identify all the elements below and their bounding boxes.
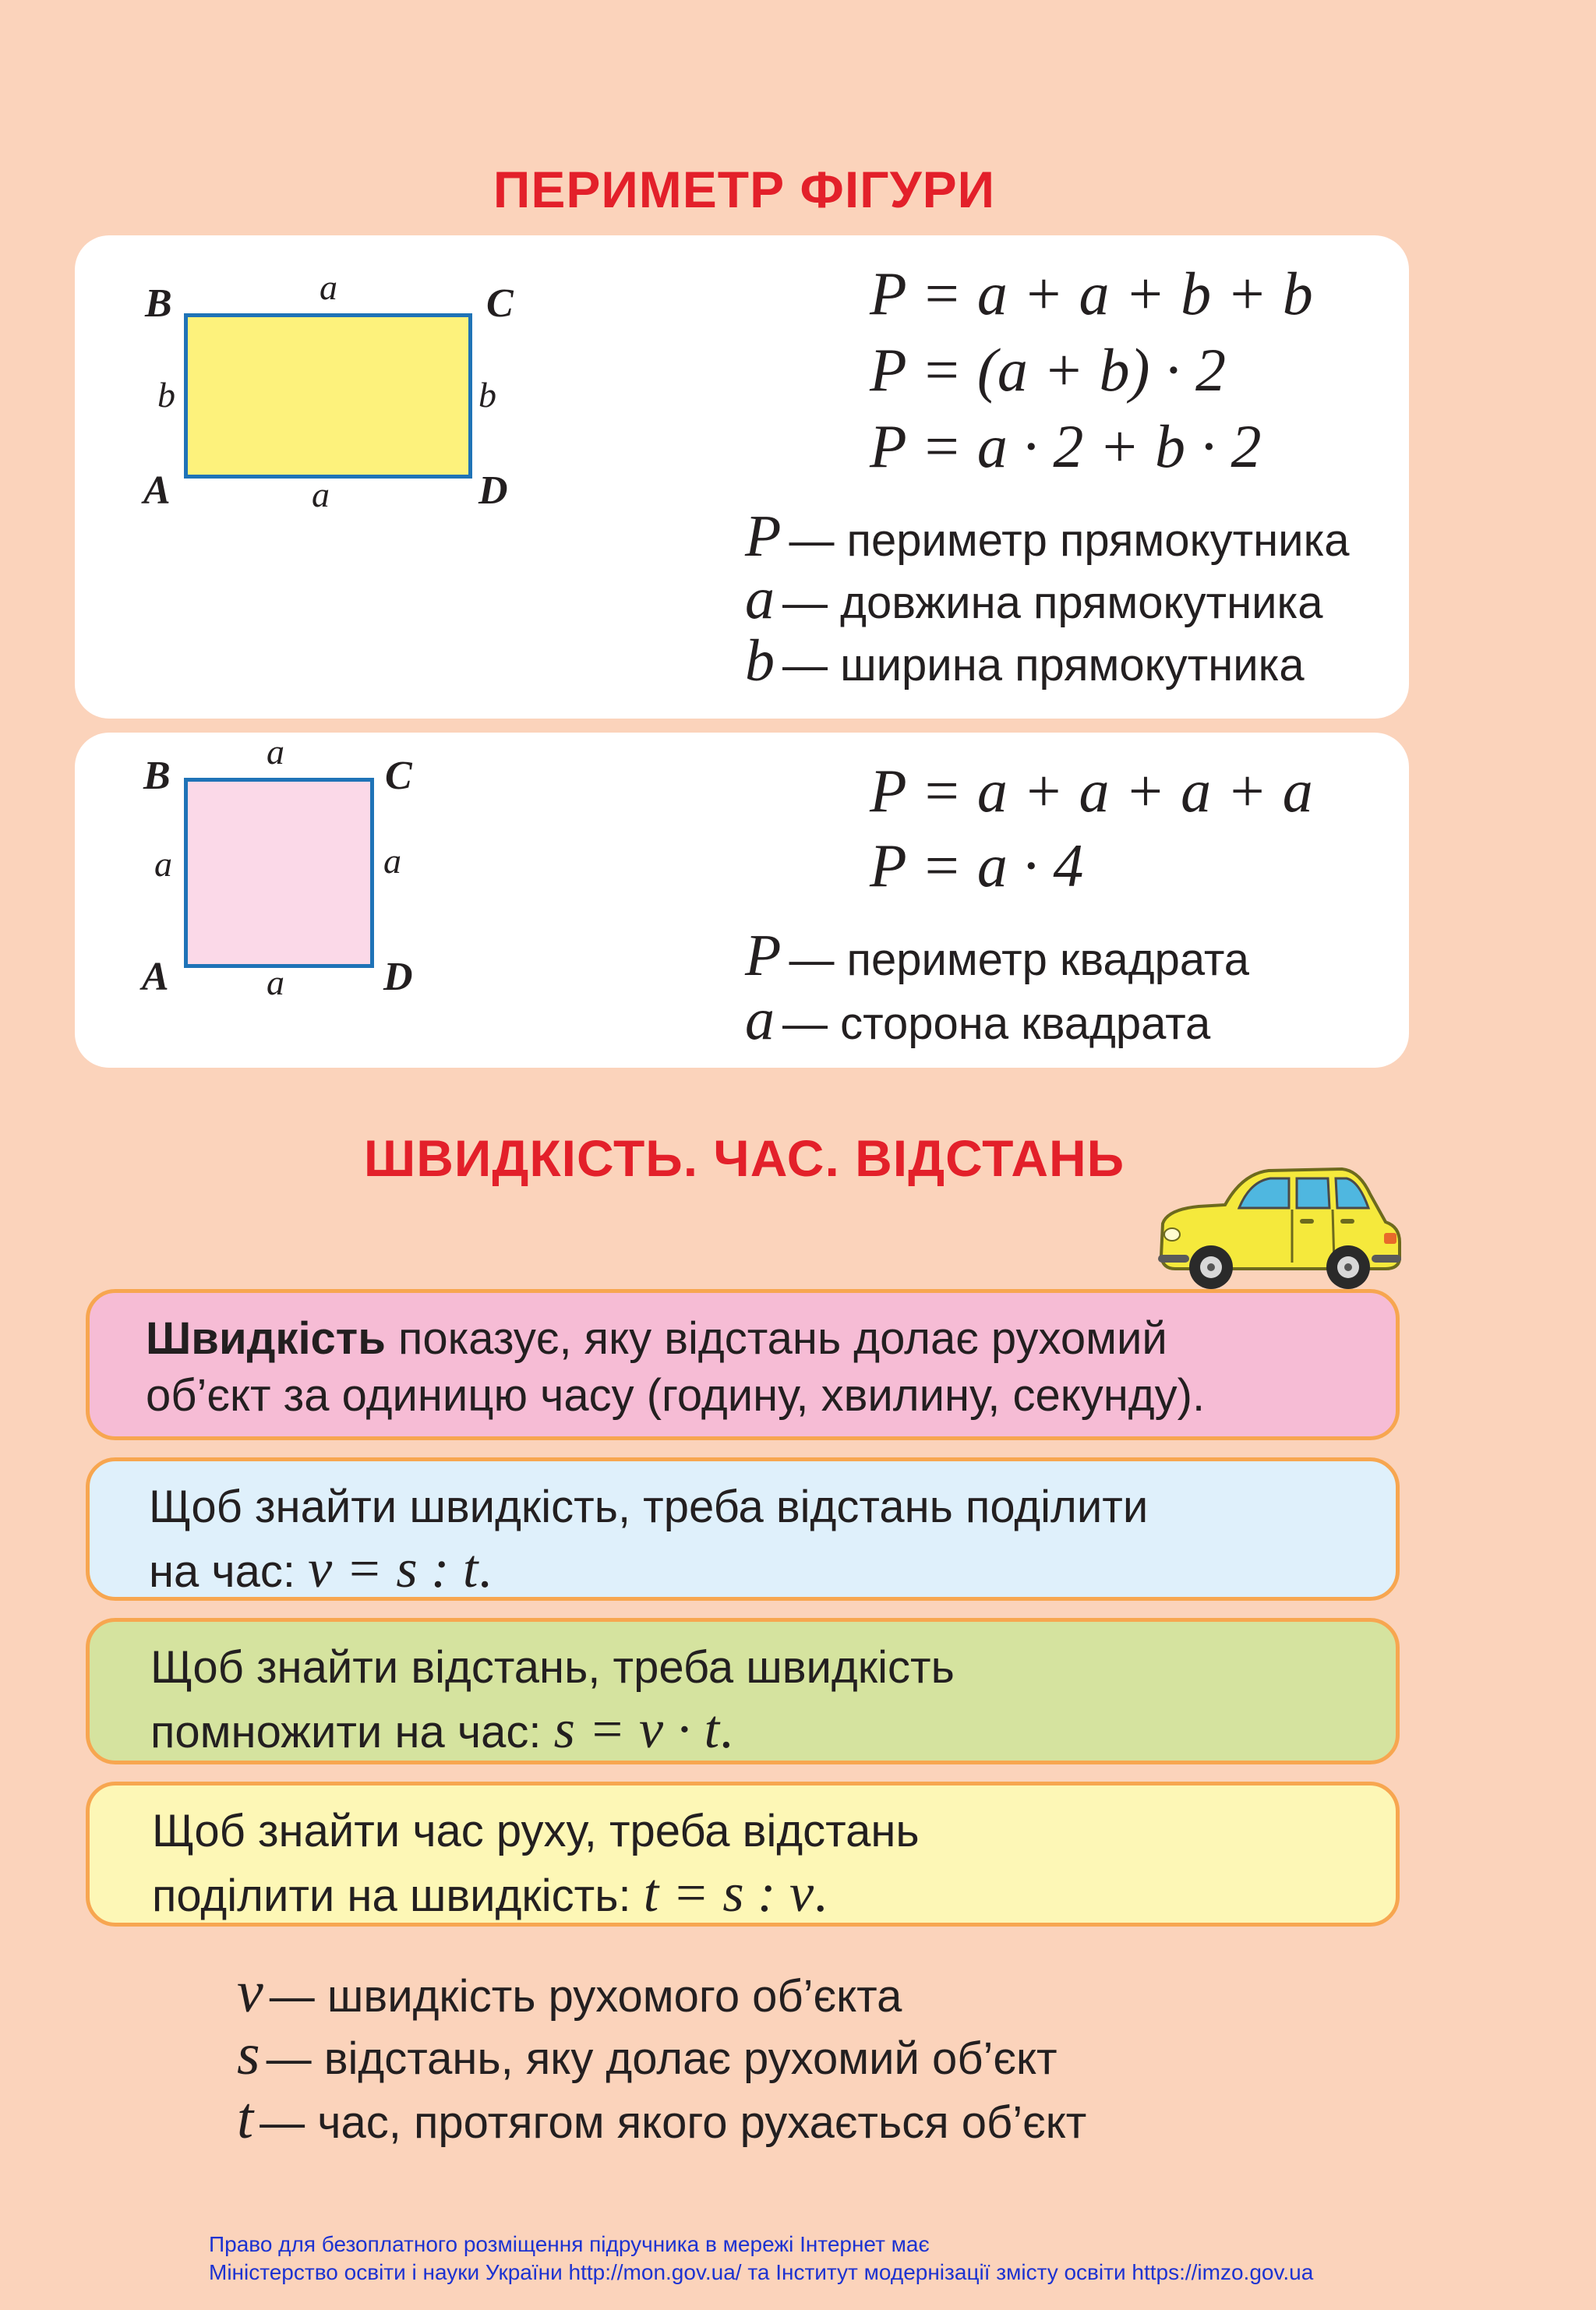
legend-text: — периметр прямокутника bbox=[789, 515, 1350, 566]
side-label-bottom: a bbox=[312, 475, 330, 514]
distance-formula: s = v · t bbox=[553, 1700, 720, 1761]
vertex-label-a: A bbox=[142, 955, 169, 999]
speed-rule-end: . bbox=[478, 1539, 492, 1600]
definition-line-2: об’єкт за одиницю часу (годину, хвилину, секунду). bbox=[146, 1370, 1206, 1422]
legend-s bbox=[237, 2022, 1058, 2087]
square-shape bbox=[184, 778, 374, 968]
vertex-label-b: B bbox=[143, 754, 171, 798]
formula-text: P = a + a + b + b bbox=[870, 260, 1313, 327]
speed-formula: v = s : t bbox=[308, 1539, 478, 1600]
legend-text: — периметр квадрата bbox=[789, 934, 1250, 985]
legend-text: — швидкість рухомого об’єкта bbox=[269, 1971, 902, 2022]
distance-rule-end: . bbox=[719, 1700, 733, 1761]
formula-text: P = a · 4 bbox=[870, 832, 1084, 899]
formula-text: P = a + a + a + a bbox=[870, 757, 1313, 825]
formula-text: P = a · 2 + b · 2 bbox=[870, 412, 1262, 480]
distance-rule-line-1: Щоб знайти відстань, треба швидкість bbox=[150, 1642, 955, 1693]
side-label-right: a bbox=[383, 841, 401, 881]
rectangle-legend-p bbox=[745, 503, 1350, 569]
side-label-left: b bbox=[157, 375, 175, 415]
vertex-label-d: D bbox=[478, 468, 508, 513]
copyright-footer bbox=[209, 2231, 1313, 2287]
legend-symbol: v bbox=[237, 1959, 263, 2025]
rectangle-formula-3 bbox=[870, 412, 1262, 480]
rectangle-legend-b bbox=[745, 628, 1305, 694]
vertex-label-b: B bbox=[145, 281, 172, 326]
definition-term: Швидкість bbox=[146, 1313, 386, 1364]
legend-symbol: s bbox=[237, 2022, 260, 2087]
car-icon bbox=[1152, 1163, 1409, 1294]
square-legend-a bbox=[745, 987, 1211, 1052]
speed-definition-box bbox=[86, 1289, 1400, 1440]
distance-rule-text: помножити на час: bbox=[150, 1707, 554, 1758]
vertex-label-d: D bbox=[383, 955, 413, 999]
definition-text: показує, яку відстань долає рухомий bbox=[385, 1313, 1167, 1364]
vertex-label-c: C bbox=[486, 281, 514, 326]
footer-line-1: Право для безоплатного розміщення підручника в мережі Інтернет має bbox=[209, 2232, 930, 2256]
legend-symbol: a bbox=[745, 987, 775, 1052]
rectangle-formula-1 bbox=[870, 260, 1313, 327]
legend-symbol: P bbox=[745, 923, 782, 988]
legend-symbol: a bbox=[745, 566, 775, 631]
time-rule-line-1: Щоб знайти час руху, треба відстань bbox=[152, 1806, 920, 1856]
time-rule-end: . bbox=[814, 1863, 828, 1924]
legend-text: — час, протягом якого рухається об’єкт bbox=[260, 2097, 1087, 2148]
distance-rule-line-2 bbox=[150, 1696, 1369, 1764]
legend-text: — відстань, яку долає рухомий об’єкт bbox=[266, 2033, 1058, 2084]
side-label-top: a bbox=[267, 732, 284, 772]
speed-rule-text: на час: bbox=[149, 1546, 309, 1598]
time-rule-box bbox=[86, 1782, 1400, 1927]
square-legend-p bbox=[745, 923, 1250, 988]
rectangle-formula-2 bbox=[870, 336, 1226, 404]
side-label-bottom: a bbox=[267, 962, 284, 1002]
legend-v bbox=[237, 1959, 902, 2025]
speed-rule-line-2 bbox=[149, 1535, 1369, 1604]
speed-rule-box bbox=[86, 1457, 1400, 1601]
legend-symbol: P bbox=[745, 503, 782, 569]
formula-text: P = (a + b) · 2 bbox=[870, 336, 1226, 404]
legend-symbol: t bbox=[237, 2086, 254, 2151]
speed-title: ШВИДКІСТЬ. ЧАС. ВІДСТАНЬ bbox=[363, 1129, 1125, 1187]
legend-t bbox=[237, 2086, 1087, 2151]
side-label-top: a bbox=[320, 267, 337, 307]
legend-text: — довжина прямокутника bbox=[782, 578, 1323, 628]
distance-rule-box bbox=[86, 1618, 1400, 1764]
time-formula: t = s : v bbox=[643, 1863, 814, 1924]
speed-rule-line-1: Щоб знайти швидкість, треба відстань поділити bbox=[149, 1482, 1149, 1532]
square-panel bbox=[75, 733, 1409, 1068]
definition-line-1 bbox=[146, 1310, 1369, 1367]
footer-line-2: Міністерство освіти і науки України http://mon.gov.ua/ та Інститут модернізації змісту освіти https://imzo.gov.ua bbox=[209, 2260, 1314, 2285]
time-rule-text: поділити на швидкість: bbox=[152, 1870, 644, 1922]
square-formula-2 bbox=[870, 832, 1084, 899]
vertex-label-c: C bbox=[385, 754, 412, 798]
legend-text: — ширина прямокутника bbox=[782, 640, 1305, 691]
side-label-right: b bbox=[478, 375, 496, 415]
legend-symbol: b bbox=[745, 628, 775, 694]
vertex-label-a: A bbox=[143, 468, 171, 513]
side-label-left: a bbox=[154, 844, 172, 884]
square-formula-1 bbox=[870, 757, 1313, 825]
time-rule-line-2 bbox=[152, 1860, 1369, 1928]
perimeter-title: ПЕРИМЕТР ФІГУРИ bbox=[493, 161, 996, 218]
legend-text: — сторона квадрата bbox=[782, 998, 1211, 1049]
rectangle-panel bbox=[75, 235, 1409, 719]
rectangle-legend-a bbox=[745, 566, 1323, 631]
rectangle-shape bbox=[184, 313, 472, 479]
